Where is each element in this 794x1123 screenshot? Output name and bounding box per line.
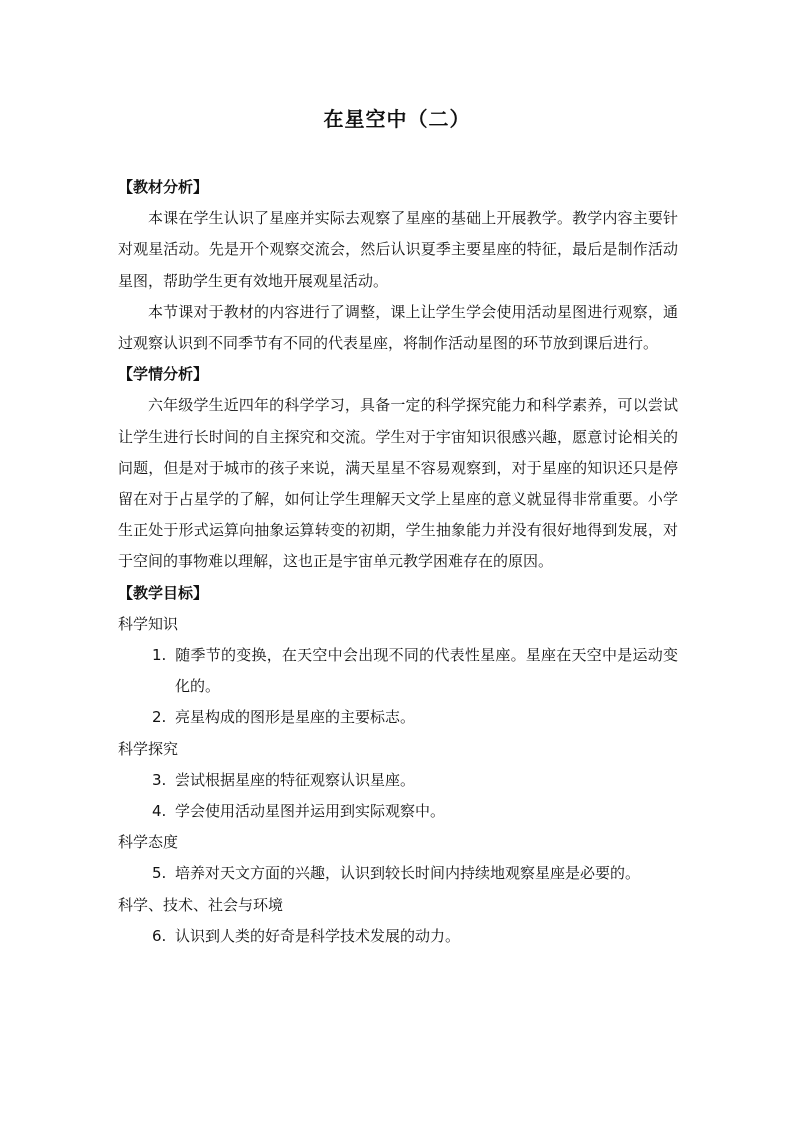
goal-item [118, 858, 678, 889]
goal-category-sts: 科学、技术、社会与环境 [118, 895, 284, 914]
goal-category-attitude: 科学态度 [118, 833, 179, 852]
goal-item-number: 3. [152, 770, 167, 789]
analysis-paragraph: 本课在学生认识了星座并实际去观察了星座的基础上开展教学。教学内容主要针对观星活动。先是开个观察交流会，然后认识夏季主要星座的特征，最后是制作活动星图，帮助学生更有效地开展观星活动。 [118, 209, 678, 290]
goal-item-text: 随季节的变换，在天空中会出现不同的代表性星座。星座在天空中是运动变化的。 [175, 646, 678, 696]
goal-category-knowledge: 科学知识 [118, 614, 179, 633]
document-title: 在星空中（二） [323, 107, 471, 131]
section-heading-goals: 【教学目标】 [118, 583, 209, 602]
analysis-paragraph: 本节课对于教材的内容进行了调整，课上让学生学会使用活动星图进行观察，通过观察认识到不同季节有不同的代表星座，将制作活动星图的环节放到课后进行。 [118, 302, 678, 353]
goal-item [118, 921, 678, 952]
goal-item [118, 640, 678, 702]
students-paragraph: 六年级学生近四年的科学学习，具备一定的科学探究能力和科学素养，可以尝试让学生进行长时间的自主探究和交流。学生对于宇宙知识很感兴趣，愿意讨论相关的问题，但是对于城市的孩子来说，满天星星不容易观察到，对于星座的知识还只是停留在对于占星学的了解，如何让学生理解天文学上星座的意义就显得非常重要。小学生正处于形式运算向抽象运算转变的初期，学生抽象能力并没有很好地得到发展，对于空间的事物难以理解，这也正是宇宙单元教学困难存在的原因。 [118, 396, 678, 571]
goal-item-text: 培养对天文方面的兴趣，认识到较长时间内持续地观察星座是必要的。 [175, 864, 641, 883]
goal-category-inquiry: 科学探究 [118, 739, 179, 758]
goal-item-text: 亮星构成的图形是星座的主要标志。 [175, 708, 416, 727]
goal-item-number: 2. [152, 708, 167, 727]
goal-item [118, 702, 678, 733]
document-body [118, 172, 678, 952]
goal-item-number: 6. [152, 926, 167, 945]
goal-item-number: 4. [152, 802, 167, 821]
goal-item [118, 765, 678, 796]
goal-item-number: 5. [152, 864, 167, 883]
section-heading-analysis: 【教材分析】 [118, 178, 209, 196]
goal-item-text: 认识到人类的好奇是科学技术发展的动力。 [175, 926, 461, 945]
section-heading-students: 【学情分析】 [118, 365, 209, 384]
goal-item-number: 1. [152, 646, 167, 665]
goal-item-text: 尝试根据星座的特征观察认识星座。 [175, 770, 416, 789]
goal-item-text: 学会使用活动星图并运用到实际观察中。 [175, 802, 446, 821]
goal-item [118, 796, 678, 827]
